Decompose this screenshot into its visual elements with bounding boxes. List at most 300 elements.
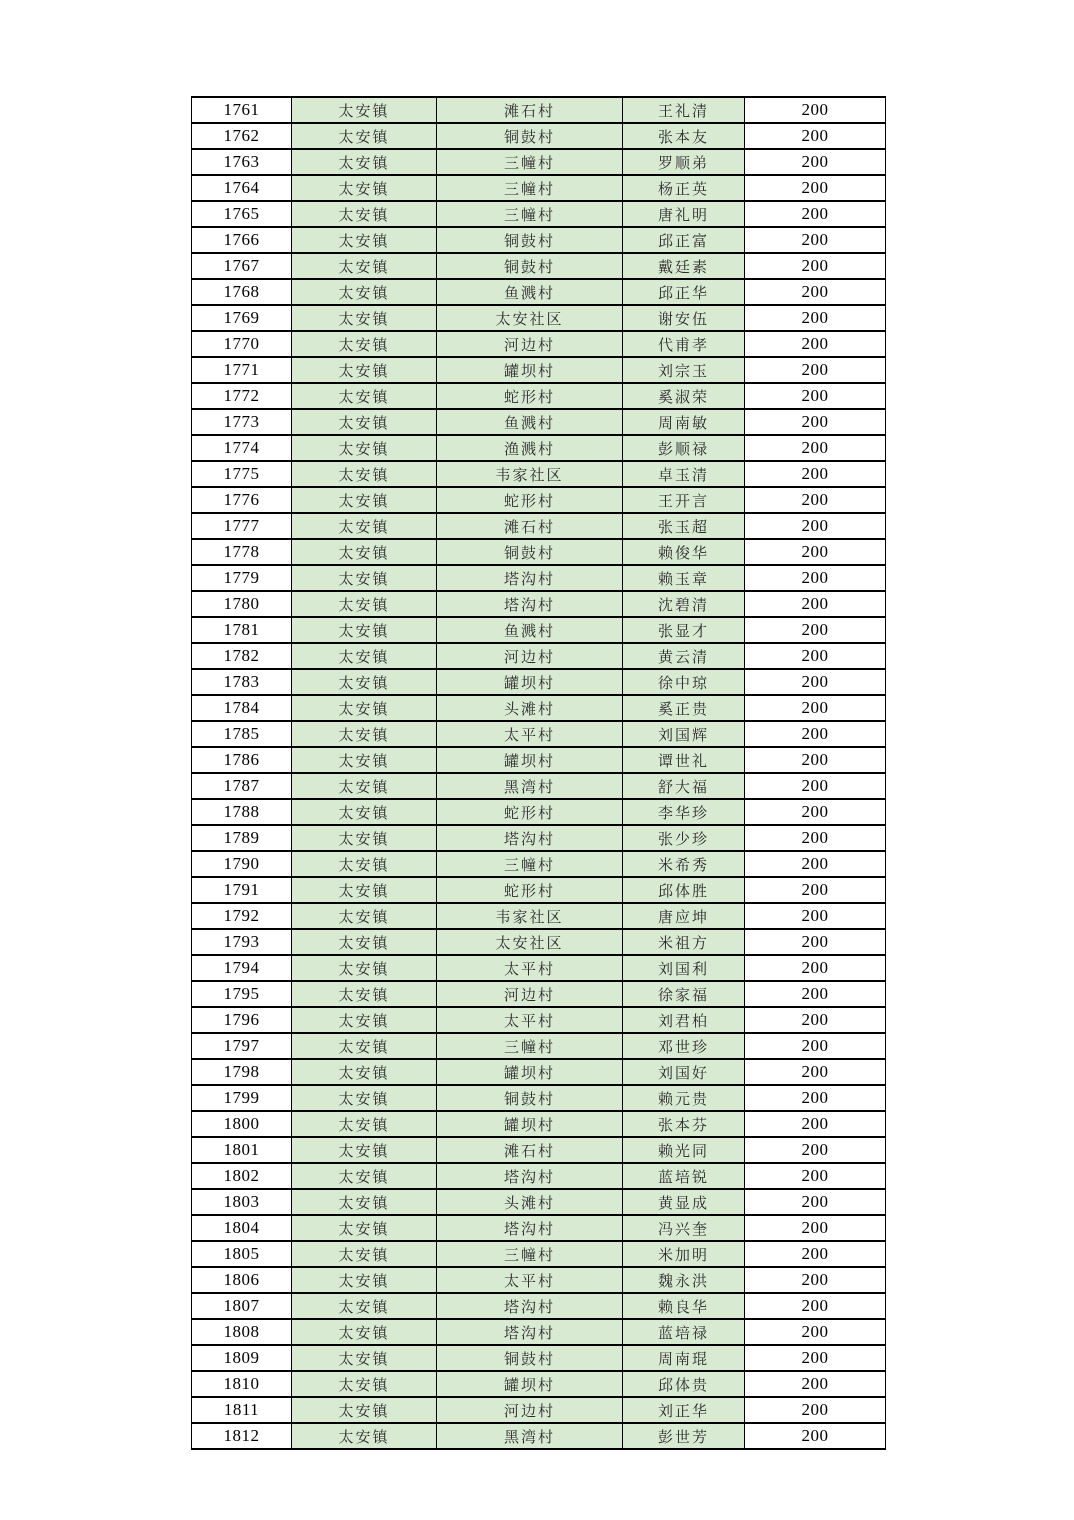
row-number-cell: 1768 xyxy=(192,279,292,305)
village-cell: 蛇形村 xyxy=(437,383,623,409)
table-row xyxy=(192,565,886,591)
village-cell: 蛇形村 xyxy=(437,487,623,513)
amount-cell: 200 xyxy=(745,1111,886,1137)
village-cell: 塔沟村 xyxy=(437,591,623,617)
row-number-cell: 1796 xyxy=(192,1007,292,1033)
table-row xyxy=(192,1163,886,1189)
village-cell: 三幢村 xyxy=(437,175,623,201)
amount-cell: 200 xyxy=(745,201,886,227)
village-cell: 罐坝村 xyxy=(437,747,623,773)
table-row xyxy=(192,1397,886,1423)
town-cell: 太安镇 xyxy=(292,279,437,305)
amount-cell: 200 xyxy=(745,1033,886,1059)
person-name-cell: 赖良华 xyxy=(623,1293,745,1319)
person-name-cell: 蓝培禄 xyxy=(623,1319,745,1345)
person-name-cell: 黄云清 xyxy=(623,643,745,669)
row-number-cell: 1810 xyxy=(192,1371,292,1397)
amount-cell: 200 xyxy=(745,903,886,929)
person-name-cell: 邱体胜 xyxy=(623,877,745,903)
amount-cell: 200 xyxy=(745,123,886,149)
row-number-cell: 1800 xyxy=(192,1111,292,1137)
town-cell: 太安镇 xyxy=(292,565,437,591)
row-number-cell: 1763 xyxy=(192,149,292,175)
village-cell: 河边村 xyxy=(437,981,623,1007)
village-cell: 鱼溅村 xyxy=(437,617,623,643)
table-row xyxy=(192,1423,886,1449)
person-name-cell: 张本芬 xyxy=(623,1111,745,1137)
village-cell: 蛇形村 xyxy=(437,799,623,825)
person-name-cell: 王开言 xyxy=(623,487,745,513)
table-row xyxy=(192,695,886,721)
table-row xyxy=(192,1371,886,1397)
amount-cell: 200 xyxy=(745,825,886,851)
person-name-cell: 戴廷素 xyxy=(623,253,745,279)
town-cell: 太安镇 xyxy=(292,1007,437,1033)
table-row xyxy=(192,1007,886,1033)
amount-cell: 200 xyxy=(745,565,886,591)
row-number-cell: 1802 xyxy=(192,1163,292,1189)
table-row xyxy=(192,383,886,409)
table-row xyxy=(192,1267,886,1293)
person-name-cell: 刘国好 xyxy=(623,1059,745,1085)
subsidy-roster-table xyxy=(191,96,886,1450)
amount-cell: 200 xyxy=(745,1059,886,1085)
village-cell: 罐坝村 xyxy=(437,669,623,695)
row-number-cell: 1780 xyxy=(192,591,292,617)
table-row xyxy=(192,435,886,461)
town-cell: 太安镇 xyxy=(292,461,437,487)
amount-cell: 200 xyxy=(745,409,886,435)
row-number-cell: 1772 xyxy=(192,383,292,409)
person-name-cell: 刘君柏 xyxy=(623,1007,745,1033)
table-row xyxy=(192,851,886,877)
table-row xyxy=(192,279,886,305)
town-cell: 太安镇 xyxy=(292,1345,437,1371)
town-cell: 太安镇 xyxy=(292,903,437,929)
amount-cell: 200 xyxy=(745,227,886,253)
village-cell: 铜鼓村 xyxy=(437,227,623,253)
town-cell: 太安镇 xyxy=(292,331,437,357)
person-name-cell: 刘正华 xyxy=(623,1397,745,1423)
table-row xyxy=(192,227,886,253)
town-cell: 太安镇 xyxy=(292,97,437,123)
row-number-cell: 1764 xyxy=(192,175,292,201)
person-name-cell: 邓世珍 xyxy=(623,1033,745,1059)
village-cell: 三幢村 xyxy=(437,851,623,877)
row-number-cell: 1804 xyxy=(192,1215,292,1241)
person-name-cell: 卓玉清 xyxy=(623,461,745,487)
village-cell: 鱼溅村 xyxy=(437,279,623,305)
row-number-cell: 1785 xyxy=(192,721,292,747)
row-number-cell: 1807 xyxy=(192,1293,292,1319)
village-cell: 塔沟村 xyxy=(437,565,623,591)
amount-cell: 200 xyxy=(745,357,886,383)
village-cell: 塔沟村 xyxy=(437,1319,623,1345)
row-number-cell: 1792 xyxy=(192,903,292,929)
village-cell: 滩石村 xyxy=(437,97,623,123)
town-cell: 太安镇 xyxy=(292,1163,437,1189)
amount-cell: 200 xyxy=(745,149,886,175)
table-row xyxy=(192,201,886,227)
town-cell: 太安镇 xyxy=(292,1085,437,1111)
table-row xyxy=(192,747,886,773)
town-cell: 太安镇 xyxy=(292,1111,437,1137)
village-cell: 塔沟村 xyxy=(437,1163,623,1189)
town-cell: 太安镇 xyxy=(292,513,437,539)
village-cell: 太安社区 xyxy=(437,929,623,955)
village-cell: 滩石村 xyxy=(437,513,623,539)
amount-cell: 200 xyxy=(745,1085,886,1111)
town-cell: 太安镇 xyxy=(292,383,437,409)
village-cell: 罐坝村 xyxy=(437,1059,623,1085)
village-cell: 黑湾村 xyxy=(437,773,623,799)
row-number-cell: 1794 xyxy=(192,955,292,981)
person-name-cell: 邱正富 xyxy=(623,227,745,253)
person-name-cell: 彭世芳 xyxy=(623,1423,745,1449)
row-number-cell: 1767 xyxy=(192,253,292,279)
amount-cell: 200 xyxy=(745,643,886,669)
amount-cell: 200 xyxy=(745,695,886,721)
row-number-cell: 1770 xyxy=(192,331,292,357)
town-cell: 太安镇 xyxy=(292,981,437,1007)
row-number-cell: 1765 xyxy=(192,201,292,227)
table-row xyxy=(192,1085,886,1111)
row-number-cell: 1798 xyxy=(192,1059,292,1085)
village-cell: 太平村 xyxy=(437,721,623,747)
person-name-cell: 周南敏 xyxy=(623,409,745,435)
table-row xyxy=(192,1033,886,1059)
table-row xyxy=(192,1215,886,1241)
village-cell: 河边村 xyxy=(437,1397,623,1423)
person-name-cell: 奚正贵 xyxy=(623,695,745,721)
town-cell: 太安镇 xyxy=(292,773,437,799)
town-cell: 太安镇 xyxy=(292,617,437,643)
town-cell: 太安镇 xyxy=(292,539,437,565)
person-name-cell: 周南琨 xyxy=(623,1345,745,1371)
village-cell: 鱼溅村 xyxy=(437,409,623,435)
village-cell: 塔沟村 xyxy=(437,825,623,851)
town-cell: 太安镇 xyxy=(292,591,437,617)
village-cell: 太平村 xyxy=(437,1267,623,1293)
person-name-cell: 徐家福 xyxy=(623,981,745,1007)
town-cell: 太安镇 xyxy=(292,253,437,279)
amount-cell: 200 xyxy=(745,513,886,539)
row-number-cell: 1799 xyxy=(192,1085,292,1111)
row-number-cell: 1766 xyxy=(192,227,292,253)
table-row xyxy=(192,487,886,513)
table-row xyxy=(192,1059,886,1085)
person-name-cell: 米祖方 xyxy=(623,929,745,955)
table-row xyxy=(192,123,886,149)
person-name-cell: 魏永洪 xyxy=(623,1267,745,1293)
amount-cell: 200 xyxy=(745,1241,886,1267)
village-cell: 铜鼓村 xyxy=(437,253,623,279)
table-row xyxy=(192,1241,886,1267)
row-number-cell: 1812 xyxy=(192,1423,292,1449)
village-cell: 三幢村 xyxy=(437,1033,623,1059)
village-cell: 太安社区 xyxy=(437,305,623,331)
town-cell: 太安镇 xyxy=(292,955,437,981)
person-name-cell: 刘国辉 xyxy=(623,721,745,747)
table-row xyxy=(192,773,886,799)
amount-cell: 200 xyxy=(745,799,886,825)
table-row xyxy=(192,305,886,331)
table-row xyxy=(192,357,886,383)
village-cell: 太平村 xyxy=(437,1007,623,1033)
village-cell: 太平村 xyxy=(437,955,623,981)
town-cell: 太安镇 xyxy=(292,435,437,461)
amount-cell: 200 xyxy=(745,279,886,305)
table-row xyxy=(192,409,886,435)
table-row xyxy=(192,1189,886,1215)
person-name-cell: 黄显成 xyxy=(623,1189,745,1215)
person-name-cell: 彭顺禄 xyxy=(623,435,745,461)
village-cell: 韦家社区 xyxy=(437,903,623,929)
person-name-cell: 唐礼明 xyxy=(623,201,745,227)
town-cell: 太安镇 xyxy=(292,305,437,331)
table-row xyxy=(192,877,886,903)
row-number-cell: 1793 xyxy=(192,929,292,955)
table-row xyxy=(192,175,886,201)
village-cell: 罐坝村 xyxy=(437,1371,623,1397)
town-cell: 太安镇 xyxy=(292,1371,437,1397)
town-cell: 太安镇 xyxy=(292,1423,437,1449)
row-number-cell: 1806 xyxy=(192,1267,292,1293)
town-cell: 太安镇 xyxy=(292,1293,437,1319)
table-row xyxy=(192,461,886,487)
village-cell: 渔溅村 xyxy=(437,435,623,461)
town-cell: 太安镇 xyxy=(292,929,437,955)
amount-cell: 200 xyxy=(745,487,886,513)
amount-cell: 200 xyxy=(745,383,886,409)
person-name-cell: 赖俊华 xyxy=(623,539,745,565)
amount-cell: 200 xyxy=(745,955,886,981)
town-cell: 太安镇 xyxy=(292,669,437,695)
amount-cell: 200 xyxy=(745,591,886,617)
person-name-cell: 沈碧清 xyxy=(623,591,745,617)
table-row xyxy=(192,1345,886,1371)
person-name-cell: 刘国利 xyxy=(623,955,745,981)
table-row xyxy=(192,929,886,955)
row-number-cell: 1788 xyxy=(192,799,292,825)
town-cell: 太安镇 xyxy=(292,1241,437,1267)
village-cell: 铜鼓村 xyxy=(437,1345,623,1371)
person-name-cell: 蓝培锐 xyxy=(623,1163,745,1189)
amount-cell: 200 xyxy=(745,773,886,799)
amount-cell: 200 xyxy=(745,461,886,487)
amount-cell: 200 xyxy=(745,851,886,877)
village-cell: 罐坝村 xyxy=(437,357,623,383)
row-number-cell: 1809 xyxy=(192,1345,292,1371)
village-cell: 罐坝村 xyxy=(437,1111,623,1137)
town-cell: 太安镇 xyxy=(292,227,437,253)
amount-cell: 200 xyxy=(745,1293,886,1319)
person-name-cell: 米希秀 xyxy=(623,851,745,877)
person-name-cell: 张少珍 xyxy=(623,825,745,851)
village-cell: 铜鼓村 xyxy=(437,1085,623,1111)
amount-cell: 200 xyxy=(745,1007,886,1033)
table-row xyxy=(192,825,886,851)
table-row xyxy=(192,253,886,279)
village-cell: 滩石村 xyxy=(437,1137,623,1163)
amount-cell: 200 xyxy=(745,929,886,955)
town-cell: 太安镇 xyxy=(292,149,437,175)
town-cell: 太安镇 xyxy=(292,201,437,227)
village-cell: 塔沟村 xyxy=(437,1293,623,1319)
row-number-cell: 1790 xyxy=(192,851,292,877)
table-row xyxy=(192,669,886,695)
row-number-cell: 1762 xyxy=(192,123,292,149)
amount-cell: 200 xyxy=(745,669,886,695)
amount-cell: 200 xyxy=(745,435,886,461)
row-number-cell: 1779 xyxy=(192,565,292,591)
amount-cell: 200 xyxy=(745,97,886,123)
person-name-cell: 徐中琼 xyxy=(623,669,745,695)
village-cell: 头滩村 xyxy=(437,1189,623,1215)
town-cell: 太安镇 xyxy=(292,175,437,201)
row-number-cell: 1775 xyxy=(192,461,292,487)
table-row xyxy=(192,981,886,1007)
table-row xyxy=(192,617,886,643)
village-cell: 三幢村 xyxy=(437,1241,623,1267)
village-cell: 河边村 xyxy=(437,643,623,669)
village-cell: 头滩村 xyxy=(437,695,623,721)
row-number-cell: 1778 xyxy=(192,539,292,565)
village-cell: 三幢村 xyxy=(437,201,623,227)
town-cell: 太安镇 xyxy=(292,1137,437,1163)
table-body xyxy=(192,97,886,1449)
person-name-cell: 张玉超 xyxy=(623,513,745,539)
row-number-cell: 1769 xyxy=(192,305,292,331)
town-cell: 太安镇 xyxy=(292,487,437,513)
village-cell: 三幢村 xyxy=(437,149,623,175)
village-cell: 塔沟村 xyxy=(437,1215,623,1241)
amount-cell: 200 xyxy=(745,1189,886,1215)
table-row xyxy=(192,1137,886,1163)
town-cell: 太安镇 xyxy=(292,721,437,747)
amount-cell: 200 xyxy=(745,331,886,357)
person-name-cell: 谭世礼 xyxy=(623,747,745,773)
person-name-cell: 邱正华 xyxy=(623,279,745,305)
table-row xyxy=(192,149,886,175)
amount-cell: 200 xyxy=(745,253,886,279)
row-number-cell: 1773 xyxy=(192,409,292,435)
amount-cell: 200 xyxy=(745,1423,886,1449)
row-number-cell: 1801 xyxy=(192,1137,292,1163)
town-cell: 太安镇 xyxy=(292,799,437,825)
table-row xyxy=(192,591,886,617)
amount-cell: 200 xyxy=(745,617,886,643)
row-number-cell: 1789 xyxy=(192,825,292,851)
amount-cell: 200 xyxy=(745,981,886,1007)
amount-cell: 200 xyxy=(745,539,886,565)
row-number-cell: 1777 xyxy=(192,513,292,539)
village-cell: 铜鼓村 xyxy=(437,123,623,149)
town-cell: 太安镇 xyxy=(292,1033,437,1059)
person-name-cell: 代甫孝 xyxy=(623,331,745,357)
table-row xyxy=(192,955,886,981)
town-cell: 太安镇 xyxy=(292,1059,437,1085)
row-number-cell: 1803 xyxy=(192,1189,292,1215)
village-cell: 蛇形村 xyxy=(437,877,623,903)
row-number-cell: 1781 xyxy=(192,617,292,643)
town-cell: 太安镇 xyxy=(292,643,437,669)
person-name-cell: 赖光同 xyxy=(623,1137,745,1163)
row-number-cell: 1808 xyxy=(192,1319,292,1345)
table-row xyxy=(192,539,886,565)
town-cell: 太安镇 xyxy=(292,877,437,903)
person-name-cell: 谢安伍 xyxy=(623,305,745,331)
table-row xyxy=(192,97,886,123)
row-number-cell: 1783 xyxy=(192,669,292,695)
amount-cell: 200 xyxy=(745,1345,886,1371)
table-row xyxy=(192,1111,886,1137)
table-row xyxy=(192,1319,886,1345)
amount-cell: 200 xyxy=(745,1371,886,1397)
person-name-cell: 舒大福 xyxy=(623,773,745,799)
amount-cell: 200 xyxy=(745,1267,886,1293)
town-cell: 太安镇 xyxy=(292,1189,437,1215)
person-name-cell: 张显才 xyxy=(623,617,745,643)
row-number-cell: 1761 xyxy=(192,97,292,123)
amount-cell: 200 xyxy=(745,1137,886,1163)
amount-cell: 200 xyxy=(745,1163,886,1189)
amount-cell: 200 xyxy=(745,721,886,747)
table-row xyxy=(192,903,886,929)
village-cell: 韦家社区 xyxy=(437,461,623,487)
town-cell: 太安镇 xyxy=(292,123,437,149)
row-number-cell: 1784 xyxy=(192,695,292,721)
village-cell: 河边村 xyxy=(437,331,623,357)
person-name-cell: 赖元贵 xyxy=(623,1085,745,1111)
amount-cell: 200 xyxy=(745,1319,886,1345)
town-cell: 太安镇 xyxy=(292,825,437,851)
amount-cell: 200 xyxy=(745,1215,886,1241)
person-name-cell: 唐应坤 xyxy=(623,903,745,929)
town-cell: 太安镇 xyxy=(292,747,437,773)
row-number-cell: 1776 xyxy=(192,487,292,513)
row-number-cell: 1782 xyxy=(192,643,292,669)
town-cell: 太安镇 xyxy=(292,695,437,721)
person-name-cell: 米加明 xyxy=(623,1241,745,1267)
row-number-cell: 1795 xyxy=(192,981,292,1007)
town-cell: 太安镇 xyxy=(292,1215,437,1241)
row-number-cell: 1786 xyxy=(192,747,292,773)
row-number-cell: 1774 xyxy=(192,435,292,461)
person-name-cell: 杨正英 xyxy=(623,175,745,201)
row-number-cell: 1811 xyxy=(192,1397,292,1423)
table-row xyxy=(192,331,886,357)
person-name-cell: 赖玉章 xyxy=(623,565,745,591)
table-row xyxy=(192,1293,886,1319)
person-name-cell: 李华珍 xyxy=(623,799,745,825)
person-name-cell: 冯兴奎 xyxy=(623,1215,745,1241)
person-name-cell: 奚淑荣 xyxy=(623,383,745,409)
table-row xyxy=(192,721,886,747)
amount-cell: 200 xyxy=(745,175,886,201)
row-number-cell: 1805 xyxy=(192,1241,292,1267)
amount-cell: 200 xyxy=(745,877,886,903)
row-number-cell: 1787 xyxy=(192,773,292,799)
town-cell: 太安镇 xyxy=(292,409,437,435)
town-cell: 太安镇 xyxy=(292,357,437,383)
row-number-cell: 1797 xyxy=(192,1033,292,1059)
village-cell: 黑湾村 xyxy=(437,1423,623,1449)
village-cell: 铜鼓村 xyxy=(437,539,623,565)
amount-cell: 200 xyxy=(745,747,886,773)
town-cell: 太安镇 xyxy=(292,1267,437,1293)
amount-cell: 200 xyxy=(745,1397,886,1423)
